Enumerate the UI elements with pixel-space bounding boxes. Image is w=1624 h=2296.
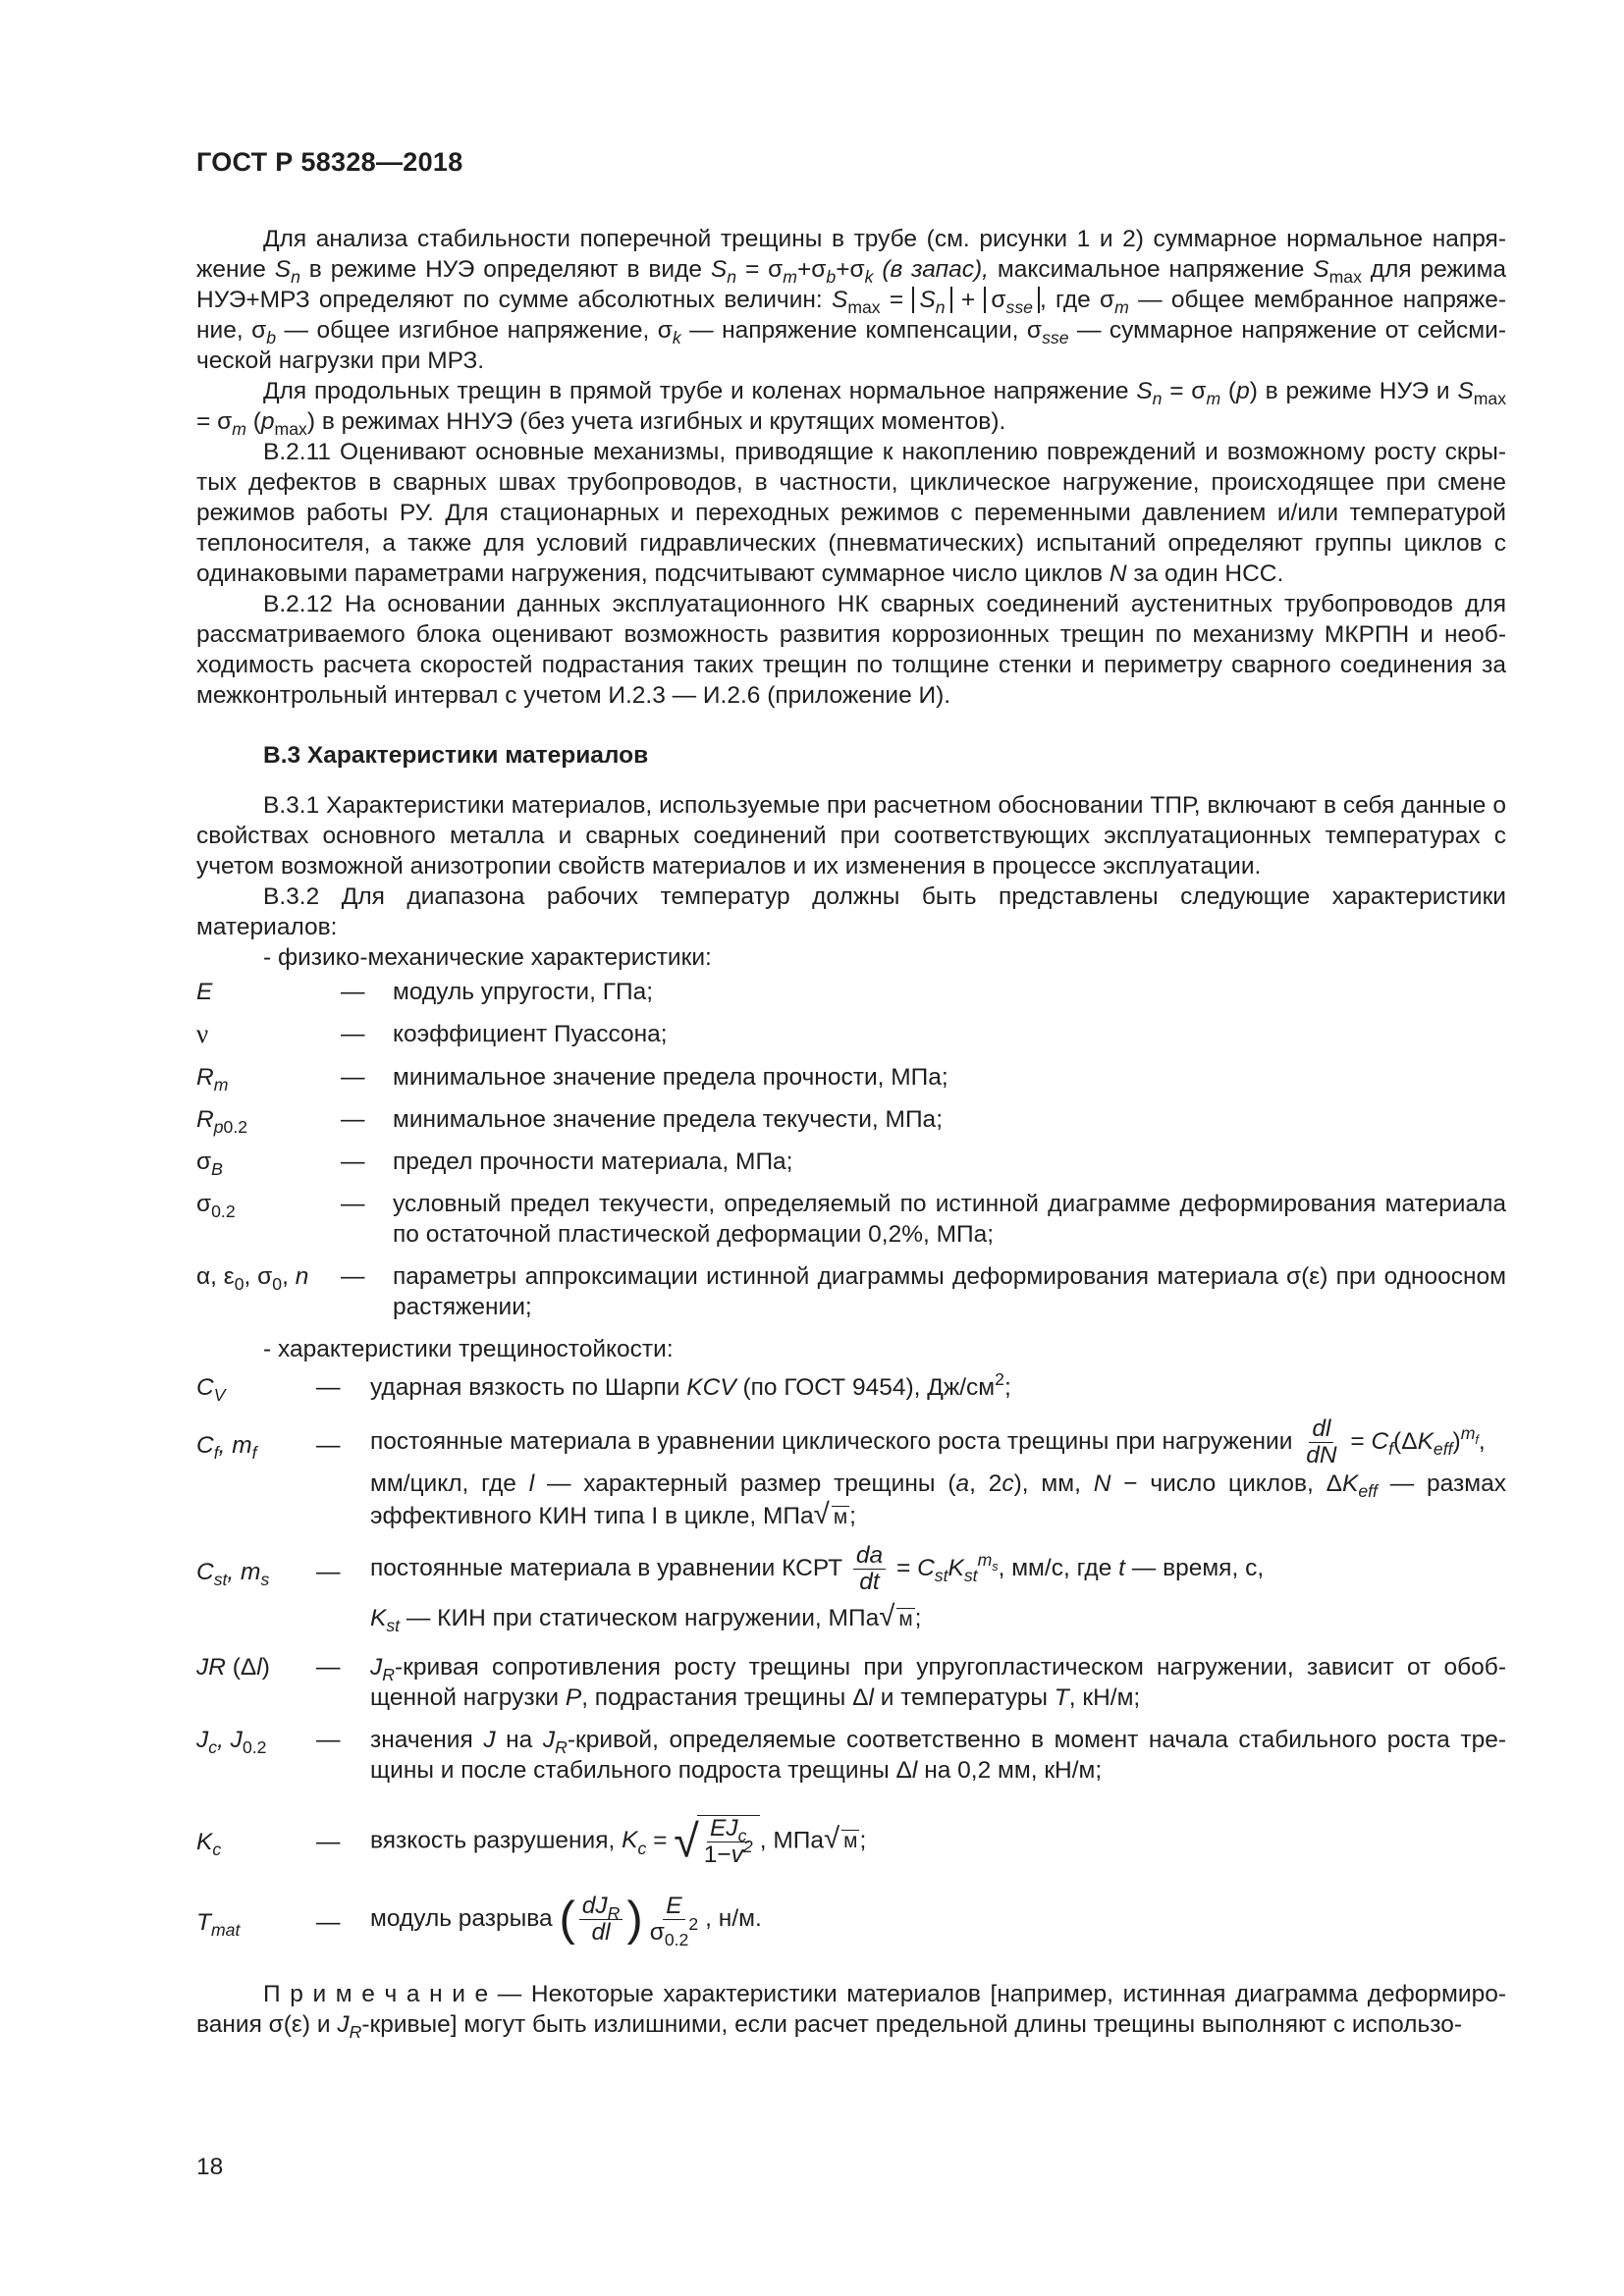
- list-item: $\sigma_{0.2}$ — условный предел текучести, определяемый по истинной диаграмме деформирования материала по остаточной пластической деформации 0,2%, МПа;: [196, 1191, 1506, 1248]
- list-item: $C_{st}$, $m_s$ — постоянные материала в уравнении КСРТ $\frac{da}{dt}$ = $C_{st}K_{st}^{m_s}$, мм/с, где t — время, с, $K_{st}$ — КИН при статическом нагружении, МПа√ м;: [196, 1542, 1265, 1636]
- paragraph-b-2-11: В.2.11 Оценивают основные механизмы, приводящие к накоплению повреждений и возможному росту скрытых дефектов в сварных швах трубопроводов, в частности, циклическое нагружение, происходящее при смене режимов работы РУ. Для стационарных и переходных режимов с переменными давлением и/или температурой теплоносителя, а также для условий гидравлических (пневматических) испытаний определяют группы циклов с одинаковыми параметрами нагружения, подсчитывают суммарное число циклов N за один НСС.: [196, 439, 1506, 587]
- formula-da-dt: $\frac{da}{dt}$: [853, 1543, 886, 1595]
- list-item: E — модуль упругости, ГПа;: [196, 979, 654, 1005]
- formula-djr-dl: $\frac{dJ_R}{dl}$: [579, 1894, 623, 1946]
- symbol-sigma-02: $\sigma_{0.2}$: [196, 1191, 236, 1222]
- paragraph-b-3-1: В.3.1 Характеристики материалов, используемые при расчетном обосновании ТПР, включают в себя данные о свойствах основного металла и сварных соединений при соответствующих эксплуатационных температурах с учетом возможной анизотропии свойств материалов и их изменения в процессе эксплуатации.: [196, 792, 1506, 880]
- fracture-props-list: [196, 1369, 1507, 1950]
- paragraph-longitudinal-crack: Для продольных трещин в прямой трубе и коленах нормальное напряжение $S_n = \sigma_m$ (p) в режиме НУЭ и $S_{max} = \sigma_m$ $(p_{max})$ в режимах ННУЭ (без учета изгибных и крутящих моментов).: [196, 378, 1507, 440]
- list-item: α, $\varepsilon_0$, $\sigma_0$, n — параметры аппроксимации истинной диаграммы деформирования материала σ(ε) при одноосном растяжении;: [196, 1263, 1506, 1320]
- symbol-nu: ν: [196, 1019, 209, 1048]
- standard-id-header: ГОСТ Р 58328—2018: [196, 147, 463, 177]
- symbol-sigma-b: $\sigma_B$: [196, 1148, 223, 1180]
- symbol-kc: $K_c$: [196, 1829, 222, 1860]
- symbol-jc-j02: $J_c$, $J_{0.2}$: [196, 1727, 267, 1758]
- symbol-e: E: [196, 979, 213, 1005]
- section-title-b3: В.3 Характеристики материалов: [263, 742, 649, 769]
- list-item: $T_{mat}$ — модуль разрыва ( $\frac{dJ_R}{dl}$ ) $\frac{E}{\sigma_{0.2}^2}$ , н/м.: [196, 1893, 762, 1950]
- formula-dl-dn: $\frac{dl}{dN}$: [1306, 1415, 1337, 1468]
- list-item: $C_f$, $m_f$ — постоянные материала в уравнении циклического роста трещины при нагружении $\frac{dl}{dN}$ = $C_f(\Delta K_{eff})^{m_f}$, мм/цикл, где l — характерный размер трещины (a, 2c), мм, N − число циклов, $\Delta K_{eff}$ — размах эффективного КИН типа I в цикле, МПа√ м;: [196, 1415, 1506, 1530]
- symbol-cv: $C_V$: [196, 1374, 226, 1406]
- list-item: $C_V$ — ударная вязкость по Шарпи KCV (по ГОСТ 9454), $Дж/см^2$;: [196, 1369, 1011, 1406]
- list-item: $\sigma_B$ — предел прочности материала, МПа;: [196, 1148, 793, 1180]
- note-paragraph: П р и м е ч а н и е — Некоторые характеристики материалов [например, истинная диаграмма деформирования σ(ε) и $J_R-кривые$] могут быть излишними, если расчет предельной длины трещины выполняют с использо-: [196, 1981, 1506, 2043]
- fracture-props-title: - характеристики трещиностойкости:: [263, 1336, 674, 1362]
- symbol-cst-ms: $C_{st}$, $m_s$: [196, 1559, 270, 1590]
- list-item: JR (Δl) — $J_R$-кривая сопротивления росту трещины при упругопластическом нагружении, зависит от обобщенной нагрузки P, подрастания трещины Δl и температуры T, кН/м;: [196, 1654, 1506, 1711]
- paragraph-b-2-12: В.2.12 На основании данных эксплуатационного НК сварных соединений аустенитных трубопроводов для рассматриваемого блока оценивают возможность развития коррозионных трещин по механизму МКРПН и необходимость расчета скоростей подрастания таких трещин по толщине стенки и периметру сварного соединения за межконтрольный интервал с учетом И.2.3 — И.2.6 (приложение И).: [196, 591, 1506, 709]
- symbol-rp02: $R_{p0.2}$: [196, 1106, 248, 1138]
- list-item: $K_c$ — вязкость разрушения, $K_c$ = √ $\frac{EJ_c}{1-v^2}$ , МПа√ м;: [196, 1815, 867, 1868]
- physical-props-title: - физико-механические характеристики:: [263, 944, 712, 971]
- symbol-jr: JR (Δl): [196, 1654, 270, 1681]
- page-number: 18: [196, 2154, 224, 2180]
- formula-kc: $\frac{EJ_c}{1-v^2}$: [703, 1815, 753, 1868]
- symbol-rm: $R_m$: [196, 1064, 229, 1095]
- physical-props-list: [196, 977, 1506, 1322]
- symbol-tmat: $T_{mat}$: [196, 1909, 241, 1941]
- document-body: [196, 224, 1507, 2043]
- list-item: $R_{p0.2}$ — минимальное значение предела текучести, МПа;: [196, 1106, 943, 1138]
- formula-e-sigma: $\frac{E}{\sigma_{0.2}^2}$: [649, 1893, 699, 1950]
- paragraph-b-3-2: В.3.2 Для диапазона рабочих температур должны быть представлены следующие характеристики материалов:: [196, 883, 1506, 940]
- list-item: $J_c$, $J_{0.2}$ — значения J на $J_R$-кривой, определяемые соответственно в момент начала стабильного роста трещины и после стабильного подроста трещины Δl на 0,2 мм, кН/м;: [196, 1727, 1507, 1784]
- list-item: $R_m$ — минимальное значение предела прочности, МПа;: [196, 1064, 948, 1095]
- symbol-approx-params: α, $\varepsilon_0$, $\sigma_0$, n: [196, 1263, 309, 1295]
- list-item: ν — коэффициент Пуассона;: [196, 1019, 668, 1048]
- symbol-cf-mf: $C_f$, $m_f$: [196, 1432, 257, 1464]
- paragraph-transverse-crack: Для анализа стабильности поперечной трещины в трубе (см. рисунки 1 и 2) суммарное нормальное напряжение $S_n$ в режиме НУЭ определяют в виде $S_n = \sigma_m+\sigma_b+\sigma_k$ (в запас), максимальное напряжение $S_{max}$ для режима НУЭ+МРЗ определяют по сумме абсолютных величин: $S_{max} = S_n + \sigma_{sse}$ , где $\sigma_m$ — общее мембранное напряжение, $\sigma_b$ — общее изгибное напряжение, $\sigma_k$ — напряжение компенсации, $\sigma_{sse}$ — суммарное напряжение от сейсмической нагрузки при МРЗ.: [196, 226, 1507, 374]
